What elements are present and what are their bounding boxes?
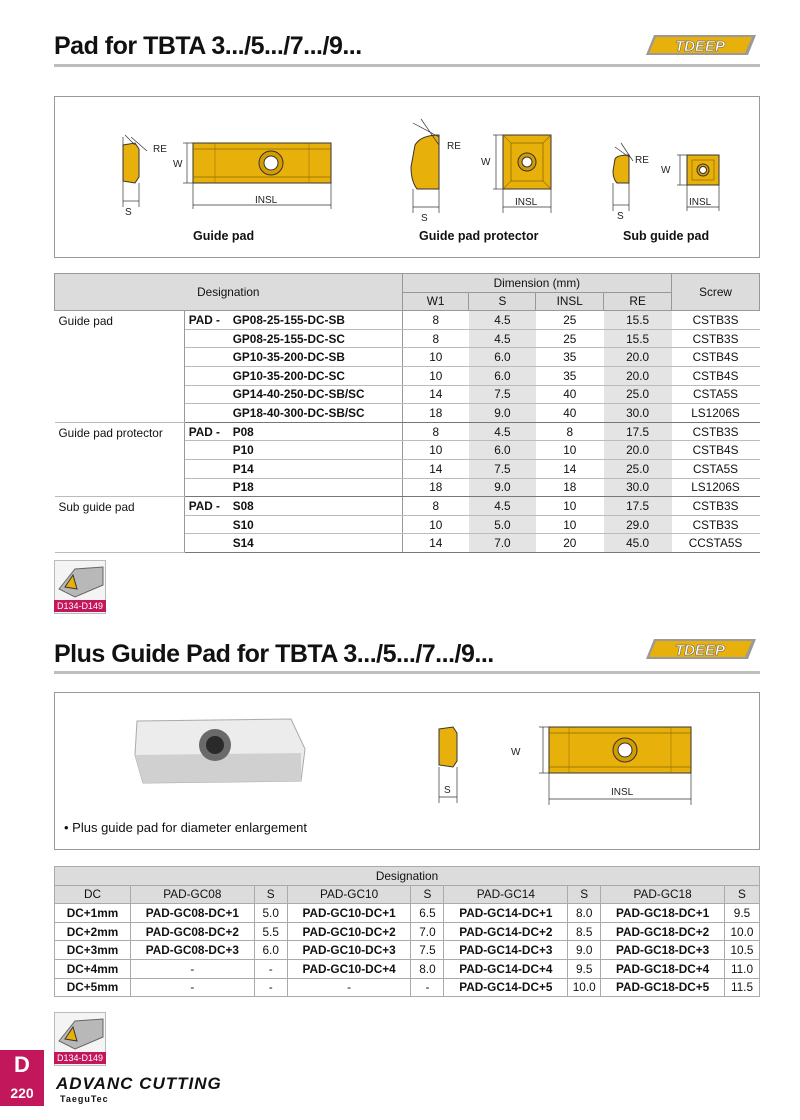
s-cell: 6.5 [411, 904, 444, 923]
header-w1: W1 [402, 292, 469, 311]
ref-tag-2[interactable]: D134-D149 [54, 1052, 106, 1064]
cell-screw: CSTA5S [672, 459, 760, 478]
s-cell: 5.0 [254, 904, 287, 923]
designation-cell [184, 515, 402, 534]
designation-cell: PAD-GC08-DC+3 [130, 941, 254, 960]
designation-cell: PAD-GC10-DC+3 [287, 941, 411, 960]
s-cell: 8.0 [411, 959, 444, 978]
s-cell: - [254, 959, 287, 978]
cell-re: 20.0 [604, 441, 672, 460]
header-insl: INSL [536, 292, 604, 311]
svg-text:RE: RE [153, 144, 167, 155]
designation-cell [184, 422, 402, 441]
designation-code: GP14-40-250-DC-SB/SC [232, 387, 365, 402]
cell-s: 4.5 [469, 422, 536, 441]
svg-text:W: W [511, 747, 521, 758]
cell-re: 30.0 [604, 478, 672, 497]
caption-guide-pad-protector: Guide pad protector [419, 229, 539, 243]
caption-sub-guide-pad: Sub guide pad [623, 229, 710, 243]
title-rule [54, 64, 760, 67]
cell-insl: 35 [536, 366, 604, 385]
column-header: S [724, 885, 759, 904]
svg-text:INSL: INSL [689, 197, 712, 208]
cell-w1: 10 [402, 366, 469, 385]
designation-code: P14 [232, 461, 254, 476]
section1-title: Pad for TBTA 3.../5.../7.../9... [54, 32, 362, 60]
cell-s: 6.0 [469, 441, 536, 460]
cell-s: 4.5 [469, 497, 536, 516]
designation-prefix: PAD - [188, 312, 220, 327]
s-cell: - [411, 978, 444, 997]
sub-pad-side-view [613, 143, 649, 222]
cell-w1: 8 [402, 329, 469, 348]
designation-code: GP10-35-200-DC-SB [232, 350, 345, 365]
designation-cell: - [287, 978, 411, 997]
table-row [55, 311, 760, 330]
designation-cell: PAD-GC18-DC+3 [601, 941, 725, 960]
sub-pad-top-view [661, 155, 719, 211]
svg-text:INSL: INSL [255, 195, 278, 206]
group-name: Sub guide pad [55, 497, 185, 553]
designation-code: GP08-25-155-DC-SC [232, 331, 345, 346]
designation-cell [184, 534, 402, 553]
dc-cell: DC+4mm [55, 959, 131, 978]
cell-insl: 40 [536, 385, 604, 404]
designation-cell: PAD-GC18-DC+5 [601, 978, 725, 997]
designation-cell: PAD-GC08-DC+1 [130, 904, 254, 923]
svg-text:W: W [173, 159, 183, 170]
cell-screw: CSTB3S [672, 497, 760, 516]
cell-w1: 14 [402, 385, 469, 404]
svg-text:S: S [421, 213, 428, 224]
cell-s: 9.0 [469, 478, 536, 497]
designation-cell: PAD-GC14-DC+2 [444, 922, 568, 941]
tdeep-logo [646, 32, 758, 58]
svg-text:S: S [125, 207, 132, 218]
designation-code: S08 [232, 498, 254, 513]
cell-screw: CSTB3S [672, 329, 760, 348]
dc-cell: DC+2mm [55, 922, 131, 941]
cell-w1: 8 [402, 422, 469, 441]
cell-insl: 40 [536, 404, 604, 423]
cell-re: 20.0 [604, 348, 672, 367]
s-cell: 7.0 [411, 922, 444, 941]
s-cell: 10.0 [568, 978, 601, 997]
designation-cell: PAD-GC18-DC+1 [601, 904, 725, 923]
designation-cell [184, 441, 402, 460]
cell-insl: 14 [536, 459, 604, 478]
designation-code: P18 [232, 480, 254, 495]
cell-re: 15.5 [604, 329, 672, 348]
svg-text:S: S [617, 211, 624, 222]
cell-w1: 8 [402, 497, 469, 516]
designation-cell: PAD-GC10-DC+4 [287, 959, 411, 978]
designation-cell: PAD-GC14-DC+3 [444, 941, 568, 960]
cell-w1: 14 [402, 534, 469, 553]
s-cell: 9.5 [724, 904, 759, 923]
cell-insl: 10 [536, 497, 604, 516]
cell-re: 29.0 [604, 515, 672, 534]
section2-title: Plus Guide Pad for TBTA 3.../5.../7.../9... [54, 640, 494, 668]
designation-cell [184, 497, 402, 516]
cell-screw: LS1206S [672, 404, 760, 423]
column-header: PAD-GC14 [444, 885, 568, 904]
s-cell: 7.5 [411, 941, 444, 960]
table-row [55, 978, 760, 997]
designation-cell: PAD-GC10-DC+1 [287, 904, 411, 923]
designation-cell [184, 366, 402, 385]
s-cell: 10.0 [724, 922, 759, 941]
cell-screw: LS1206S [672, 478, 760, 497]
plus-pad-side-view [439, 727, 457, 803]
group-name: Guide pad [55, 311, 185, 423]
dc-cell: DC+3mm [55, 941, 131, 960]
table-row [55, 904, 760, 923]
section-letter-tab: D [0, 1050, 44, 1080]
cell-s: 7.0 [469, 534, 536, 553]
column-header: S [411, 885, 444, 904]
s-cell: 9.5 [568, 959, 601, 978]
cell-s: 5.0 [469, 515, 536, 534]
designation-cell [184, 348, 402, 367]
s-cell: 8.0 [568, 904, 601, 923]
s-cell: - [254, 978, 287, 997]
cell-insl: 18 [536, 478, 604, 497]
column-header: PAD-GC18 [601, 885, 725, 904]
cell-s: 4.5 [469, 311, 536, 330]
cell-re: 25.0 [604, 459, 672, 478]
svg-text:INSL: INSL [515, 197, 538, 208]
designation-code: GP18-40-300-DC-SB/SC [232, 405, 365, 420]
designation-code: P08 [232, 424, 254, 439]
svg-text:S: S [444, 785, 451, 796]
pad-table-body [55, 311, 760, 553]
designation-cell: PAD-GC18-DC+2 [601, 922, 725, 941]
protector-side-view [411, 119, 461, 224]
designation-cell [184, 404, 402, 423]
cell-w1: 8 [402, 311, 469, 330]
ref-tag-1[interactable]: D134-D149 [54, 600, 106, 612]
header-dimension: Dimension (mm) [402, 274, 671, 293]
s-cell: 11.5 [724, 978, 759, 997]
brand-logo: ADVANC CUTTING [56, 1074, 222, 1093]
cell-s: 4.5 [469, 329, 536, 348]
s-cell: 11.0 [724, 959, 759, 978]
plus-pad-top-view [511, 727, 691, 805]
cell-re: 25.0 [604, 385, 672, 404]
designation-code: GP08-25-155-DC-SB [232, 312, 345, 327]
cell-s: 9.0 [469, 404, 536, 423]
page-number: 220 [0, 1080, 44, 1106]
cell-w1: 18 [402, 404, 469, 423]
svg-text:RE: RE [635, 155, 649, 166]
svg-text:W: W [481, 157, 491, 168]
figure-box-1 [54, 96, 760, 258]
t2-column-headers [55, 885, 760, 904]
guide-pad-top-view [173, 143, 331, 209]
header-re: RE [604, 292, 672, 311]
header-screw: Screw [672, 274, 760, 311]
table-row [55, 959, 760, 978]
cell-insl: 25 [536, 329, 604, 348]
cell-screw: CCSTA5S [672, 534, 760, 553]
designation-cell [184, 478, 402, 497]
cell-s: 7.5 [469, 459, 536, 478]
designation-cell [184, 459, 402, 478]
designation-cell [184, 329, 402, 348]
title-rule-2 [54, 671, 760, 674]
s-cell: 6.0 [254, 941, 287, 960]
s-cell: 10.5 [724, 941, 759, 960]
plus-pad-photo [135, 719, 305, 783]
column-header: S [568, 885, 601, 904]
cell-s: 6.0 [469, 366, 536, 385]
cell-insl: 25 [536, 311, 604, 330]
cell-insl: 35 [536, 348, 604, 367]
cell-s: 6.0 [469, 348, 536, 367]
tdeep-logo-2 [646, 636, 758, 662]
svg-text:W: W [661, 165, 671, 176]
cell-screw: CSTB4S [672, 441, 760, 460]
table-row [55, 497, 760, 516]
s-cell: 5.5 [254, 922, 287, 941]
designation-cell: - [130, 978, 254, 997]
cell-w1: 14 [402, 459, 469, 478]
column-header: PAD-GC10 [287, 885, 411, 904]
cell-screw: CSTB4S [672, 348, 760, 367]
designation-cell: PAD-GC14-DC+1 [444, 904, 568, 923]
designation-cell: - [130, 959, 254, 978]
guide-pad-side-view [123, 135, 167, 218]
protector-top-view [481, 135, 551, 213]
cell-w1: 10 [402, 441, 469, 460]
cell-screw: CSTB4S [672, 366, 760, 385]
t2-header-designation: Designation [55, 867, 760, 886]
cell-screw: CSTB3S [672, 515, 760, 534]
cell-re: 20.0 [604, 366, 672, 385]
cell-w1: 18 [402, 478, 469, 497]
table-row [55, 422, 760, 441]
cell-screw: CSTB3S [672, 311, 760, 330]
cell-re: 17.5 [604, 422, 672, 441]
cell-insl: 20 [536, 534, 604, 553]
column-header: PAD-GC08 [130, 885, 254, 904]
column-header: S [254, 885, 287, 904]
cell-screw: CSTB3S [672, 422, 760, 441]
designation-code: S14 [232, 536, 254, 551]
column-header: DC [55, 885, 131, 904]
designation-prefix: PAD - [188, 424, 220, 439]
table-row [55, 941, 760, 960]
dc-cell: DC+5mm [55, 978, 131, 997]
cell-insl: 8 [536, 422, 604, 441]
cell-screw: CSTA5S [672, 385, 760, 404]
cell-w1: 10 [402, 348, 469, 367]
cell-re: 30.0 [604, 404, 672, 423]
plus-pad-table [54, 866, 760, 997]
s-cell: 9.0 [568, 941, 601, 960]
designation-code: GP10-35-200-DC-SC [232, 368, 345, 383]
caption-guide-pad: Guide pad [193, 229, 255, 243]
designation-cell: PAD-GC14-DC+5 [444, 978, 568, 997]
cell-re: 17.5 [604, 497, 672, 516]
brand-sub: TaeguTec [60, 1094, 109, 1104]
s-cell: 8.5 [568, 922, 601, 941]
cell-insl: 10 [536, 515, 604, 534]
cell-re: 45.0 [604, 534, 672, 553]
cell-insl: 10 [536, 441, 604, 460]
designation-cell: PAD-GC14-DC+4 [444, 959, 568, 978]
designation-cell: PAD-GC10-DC+2 [287, 922, 411, 941]
logo-text: TDEEP [674, 38, 726, 55]
logo-text-2: TDEEP [674, 642, 726, 659]
cell-s: 7.5 [469, 385, 536, 404]
designation-cell: PAD-GC08-DC+2 [130, 922, 254, 941]
designation-cell [184, 385, 402, 404]
designation-code: P10 [232, 443, 254, 458]
group-name: Guide pad protector [55, 422, 185, 496]
svg-text:RE: RE [447, 141, 461, 152]
plus-pad-note: • Plus guide pad for diameter enlargement [64, 820, 308, 835]
plus-pad-table-body [55, 904, 760, 997]
designation-cell [184, 311, 402, 330]
dc-cell: DC+1mm [55, 904, 131, 923]
header-s: S [469, 292, 536, 311]
cell-re: 15.5 [604, 311, 672, 330]
designation-prefix: PAD - [188, 498, 220, 513]
table-row [55, 922, 760, 941]
designation-code: S10 [232, 517, 254, 532]
header-designation: Designation [55, 274, 403, 311]
designation-cell: PAD-GC18-DC+4 [601, 959, 725, 978]
cell-w1: 10 [402, 515, 469, 534]
pad-table [54, 273, 760, 553]
svg-text:INSL: INSL [611, 787, 634, 798]
